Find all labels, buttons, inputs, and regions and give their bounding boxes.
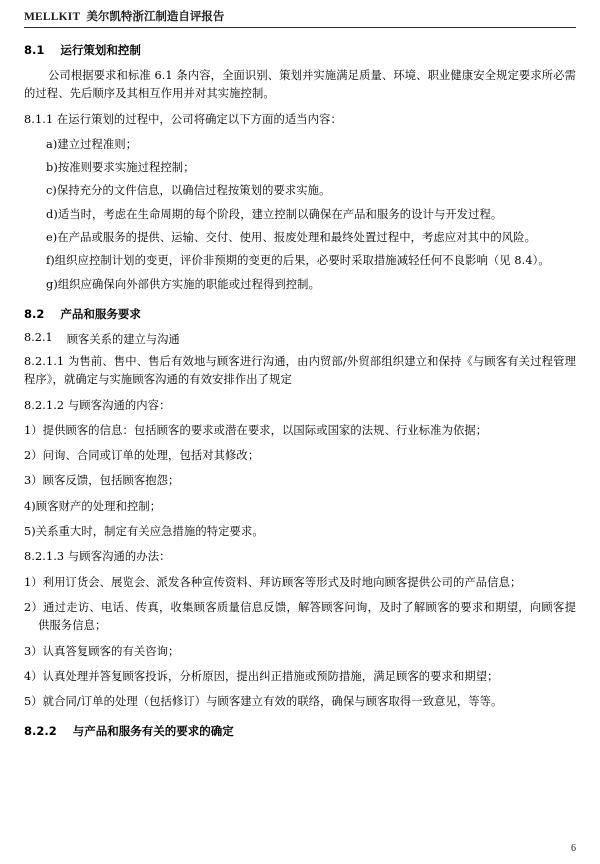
list-item-a: a)建立过程准则； xyxy=(46,137,138,151)
method-item-1: 1）利用订货会、展览会、派发各种宣传资料、拜访顾客等形式及时地向顾客提供公司的产品信息； xyxy=(24,575,522,589)
section-title: 运行策划和控制 xyxy=(60,43,141,57)
section-title: 与产品和服务有关的要求的确定 xyxy=(72,724,234,739)
list-item-c: c)保持充分的文件信息，以确信过程按策划的要求实施。 xyxy=(46,184,331,198)
section-title: 产品和服务要求 xyxy=(60,306,141,321)
list-item-3: 3）顾客反馈，包括顾客抱怨； xyxy=(24,474,180,488)
list-item-4: 4)顾客财产的处理和控制； xyxy=(24,499,162,513)
list-item-5: 5)关系重大时，制定有关应急措施的特定要求。 xyxy=(24,525,264,539)
paragraph-8-1-1: 8.1.1 在运行策划的过程中，公司将确定以下方面的适当内容： xyxy=(24,112,342,126)
header-title: 美尔凯特浙江制造自评报告 xyxy=(86,9,225,23)
section-number: 8.2.2 xyxy=(24,724,57,739)
list-item-g: g)组织应确保向外部供方实施的职能或过程得到控制。 xyxy=(46,277,320,291)
page-number: 6 xyxy=(571,843,576,854)
paragraph-8-1-intro: 公司根据要求和标准 6.1 条内容，全面识别、策划并实施满足质量、环境、职业健康安全规定要求所必需的过程、先后顺序及其相互作用并对其实施控制。 xyxy=(24,69,576,101)
list-item-e: e)在产品或服务的提供、运输、交付、使用、报废处理和最终处置过程中，考虑应对其中的风险。 xyxy=(46,231,536,245)
subsection-number: 8.2.1 xyxy=(24,330,53,344)
page-header xyxy=(24,8,576,28)
section-number: 8.1 xyxy=(24,43,45,57)
brand-logo: MELLKIT xyxy=(24,11,81,23)
method-item-3: 3）认真答复顾客的有关咨询； xyxy=(24,644,180,658)
section-heading-8-1 xyxy=(24,42,576,58)
section-heading-8-2 xyxy=(24,306,576,322)
paragraph-8-2-1-3: 8.2.1.3 与顾客沟通的办法： xyxy=(24,550,171,564)
list-item-1: 1）提供顾客的信息：包括顾客的要求或潜在要求，以国际或国家的法规、行业标准为依据； xyxy=(24,423,488,437)
method-item-2: 2）通过走访、电话、传真，收集顾客质量信息反馈，解答顾客问询，及时了解顾客的要求和期望，向顾客提供服务信息； xyxy=(24,600,576,633)
paragraph-8-2-1-1: 8.2.1.1 为售前、售中、售后有效地与顾客进行沟通，由内贸部/外贸部组织建立和保持《与顾客有关过程管理程序》，就确定与实施顾客沟通的有效安排作出了规定 xyxy=(24,354,576,387)
method-item-4: 4）认真处理并答复顾客投诉，分析原因，提出纠正措施或预防措施，满足顾客的要求和期望； xyxy=(24,669,499,683)
list-item-b: b)按准则要求实施过程控制； xyxy=(46,161,195,175)
subsection-title: 顾客关系的建立与沟通 xyxy=(66,332,180,346)
subsection-heading-8-2-1 xyxy=(24,331,576,347)
paragraph-8-2-1-2: 8.2.1.2 与顾客沟通的内容： xyxy=(24,398,171,412)
section-heading-8-2-2 xyxy=(24,723,576,739)
method-item-5: 5）就合同/订单的处理（包括修订）与顾客建立有效的联络，确保与顾客取得一致意见，等等。 xyxy=(24,695,503,709)
list-item-f: f)组织应控制计划的变更，评价非预期的变更的后果，必要时采取措施减轻任何不良影响（见 8.4）。 xyxy=(46,254,550,268)
list-item-d: d)适当时，考虑在生命周期的每个阶段，建立控制以确保在产品和服务的设计与开发过程。 xyxy=(46,207,503,221)
section-number: 8.2 xyxy=(24,306,45,321)
list-item-2: 2）问询、合同或订单的处理，包括对其修改； xyxy=(24,449,260,463)
